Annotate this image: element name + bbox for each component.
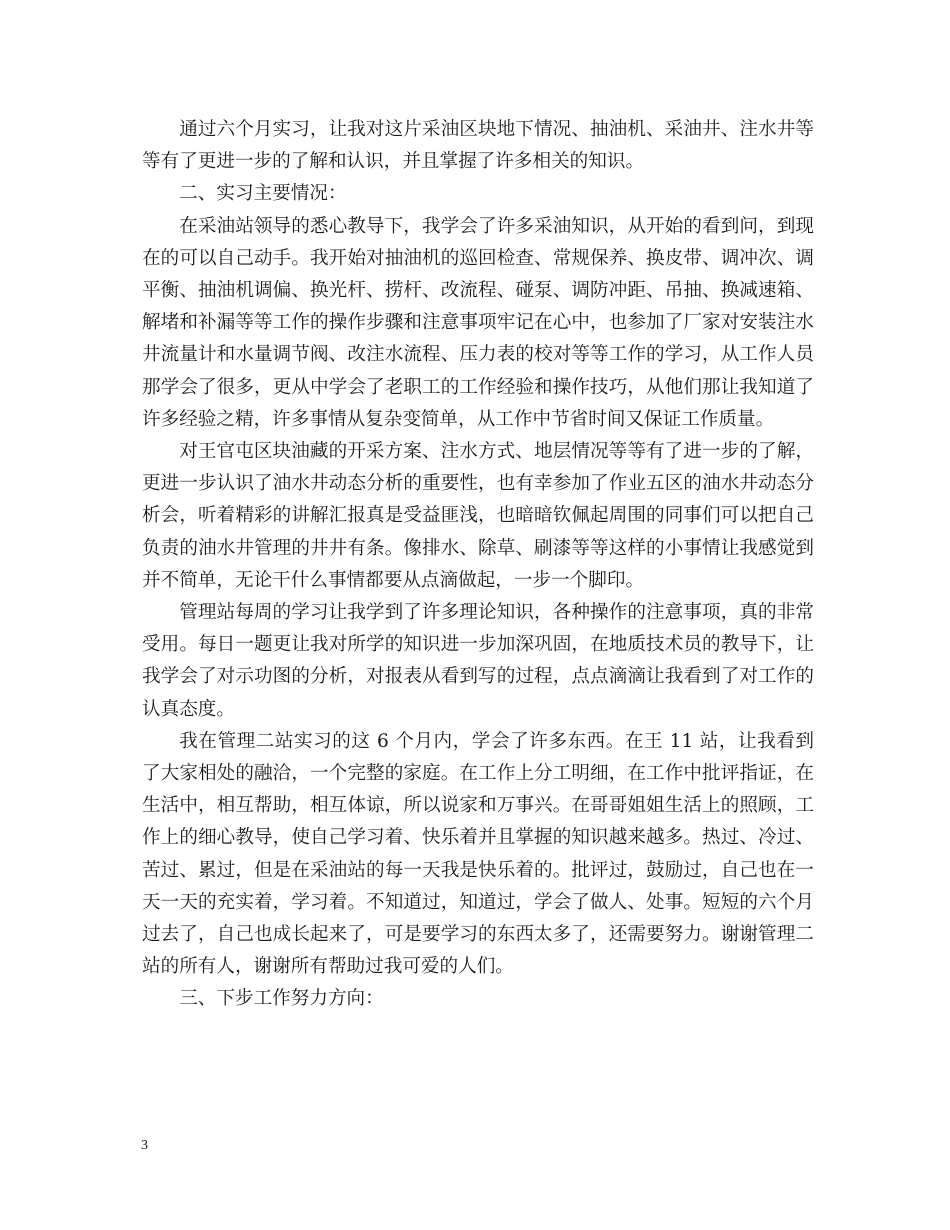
document-body	[142, 114, 814, 1016]
paragraph-station-experience: 我在管理二站实习的这 6 个月内，学会了许多东西。在王 11 站，让我看到了大家相处的融洽，一个完整的家庭。在工作上分工明细，在工作中批评指证，在生活中，相互帮助，相互体谅，所以说家和万事兴。在哥哥姐姐生活上的照顾，工作上的细心教导，使自己学习着、快乐着并且掌握的知识越来越多。热过、冷过、苦过、累过，但是在采油站的每一天我是快乐着的。批评过，鼓励过，自己也在一天一天的充实着，学习着。不知道过，知道过，学会了做人、处事。短短的六个月过去了，自己也成长起来了，可是要学习的东西太多了，还需要努力。谢谢管理二站的所有人，谢谢所有帮助过我可爱的人们。	[142, 730, 814, 978]
section-heading-next-steps: 三、下步工作努力方向：	[179, 988, 384, 1010]
page-number: 3	[141, 1138, 148, 1153]
paragraph-weekly-study: 管理站每周的学习让我学到了许多理论知识，各种操作的注意事项，真的非常受用。每日一题更让我对所学的知识进一步加深巩固，在地质技术员的教导下，让我学会了对示功图的分析，对报表从看到写的过程，点点滴滴让我看到了对工作的认真态度。	[142, 602, 814, 720]
section-heading-internship-overview: 二、实习主要情况：	[179, 183, 347, 205]
paragraph-reservoir-understanding: 对王官屯区块油藏的开采方案、注水方式、地层情况等等有了进一步的了解，更进一步认识了油水井动态分析的重要性，也有幸参加了作业五区的油水井动态分析会，听着精彩的讲解汇报真是受益匪浅，也暗暗钦佩起周围的同事们可以把自己负责的油水井管理的井井有条。像排水、除草、刷漆等等这样的小事情让我感觉到并不简单，无论干什么事情都要从点滴做起，一步一个脚印。	[142, 441, 814, 591]
paragraph-intro: 通过六个月实习，让我对这片采油区块地下情况、抽油机、采油井、注水井等等有了更进一步的了解和认识，并且掌握了许多相关的知识。	[142, 119, 814, 173]
paragraph-skills-learned: 在采油站领导的悉心教导下，我学会了许多采油知识，从开始的看到问，到现在的可以自己动手。我开始对抽油机的巡回检查、常规保养、换皮带、调冲次、调平衡、抽油机调偏、换光杆、捞杆、改流程、碰泵、调防冲距、吊抽、换减速箱、解堵和补漏等等工作的操作步骤和注意事项牢记在心中，也参加了厂家对安装注水井流量计和水量调节阀、改注水流程、压力表的校对等等工作的学习，从工作人员那学会了很多，更从中学会了老职工的工作经验和操作技巧，从他们那让我知道了许多经验之精，许多事情从复杂变简单，从工作中节省时间又保证工作质量。	[142, 215, 814, 430]
